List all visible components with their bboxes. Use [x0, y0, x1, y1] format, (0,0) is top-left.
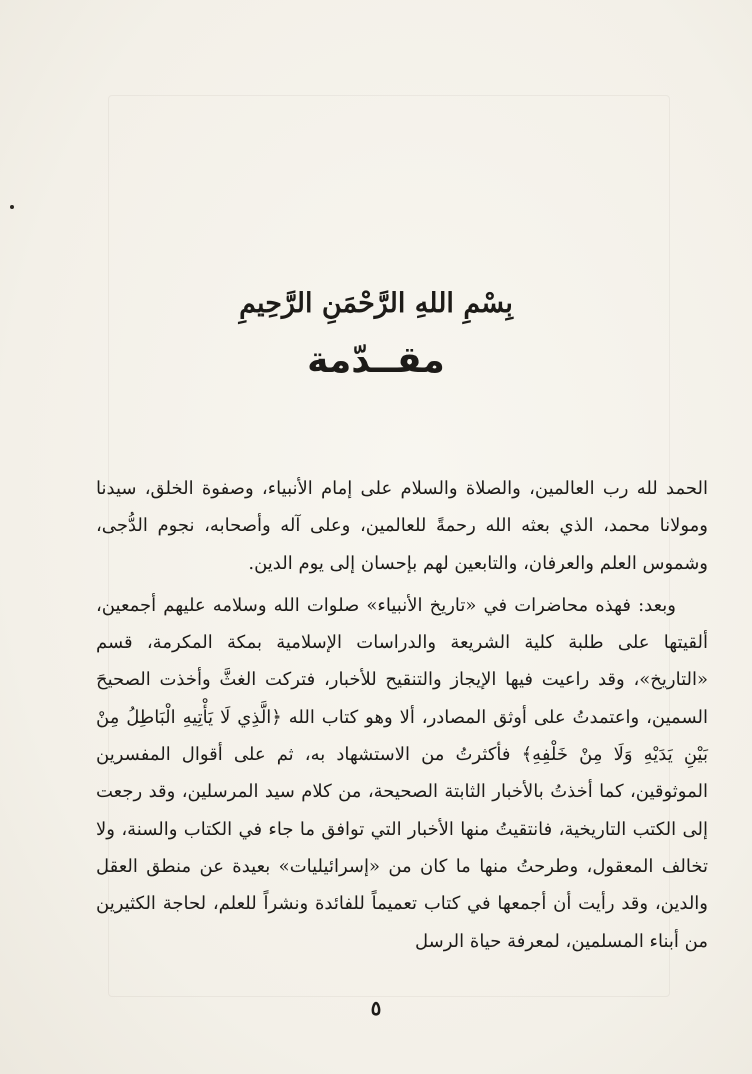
- scan-speck: [10, 205, 14, 209]
- paragraph-1: الحمد لله رب العالمين، والصلاة والسلام على إمام الأنبياء، وصفوة الخلق، سيدنا ومولانا محمد، الذي بعثه الله رحمةً للعالمين، وعلى آله وأصحابه، نجوم الدُّجى، وشموس العلم والعرفان، والتابعين لهم بإحسان إلى يوم الدين.: [96, 478, 708, 574]
- basmala-heading: بِسْمِ اللهِ الرَّحْمَنِ الرَّحِيمِ: [239, 288, 513, 319]
- page-number: ٥: [370, 996, 382, 1020]
- paragraph-2: وبعد: فهذه محاضرات في «تاريخ الأنبياء» صلوات الله وسلامه عليهم أجمعين، ألقيتها على طلبة كلية الشريعة والدراسات الإسلامية بمكة المكرمة، قسم «التاريخ»، وقد راعيت فيها الإيجاز والتنقيح للأخبار، فتركت الغثَّ وأخذت الصحيحَ السمين، واعتمدتُ على أوثق المصادر، ألا وهو كتاب الله ﴿الَّذِي لَا يَأْتِيهِ الْبَاطِلُ مِنْ بَيْنِ يَدَيْهِ وَلَا مِنْ خَلْفِهِ﴾ فأكثرتُ من الاستشهاد به، ثم على أقوال المفسرين الموثوقين، كما أخذتُ بالأخبار الثابتة الصحيحة، من كلام سيد المرسلين، وقد رجعت إلى الكتب التاريخية، فانتقيتُ منها الأخبار التي توافق ما جاء في الكتاب والسنة، ولا تخالف المعقول، وطرحتُ منها ما كان من «إسرائيليات» بعيدة عن منطق العقل والدين، وقد رأيت أن أجمعها في كتاب تعميماً للفائدة ونشراً للعلم، لحاجة الكثيرين من أبناء المسلمين، لمعرفة حياة الرسل: [96, 594, 708, 952]
- body-text: [96, 470, 708, 960]
- page-title: مقــدّمة: [307, 340, 445, 381]
